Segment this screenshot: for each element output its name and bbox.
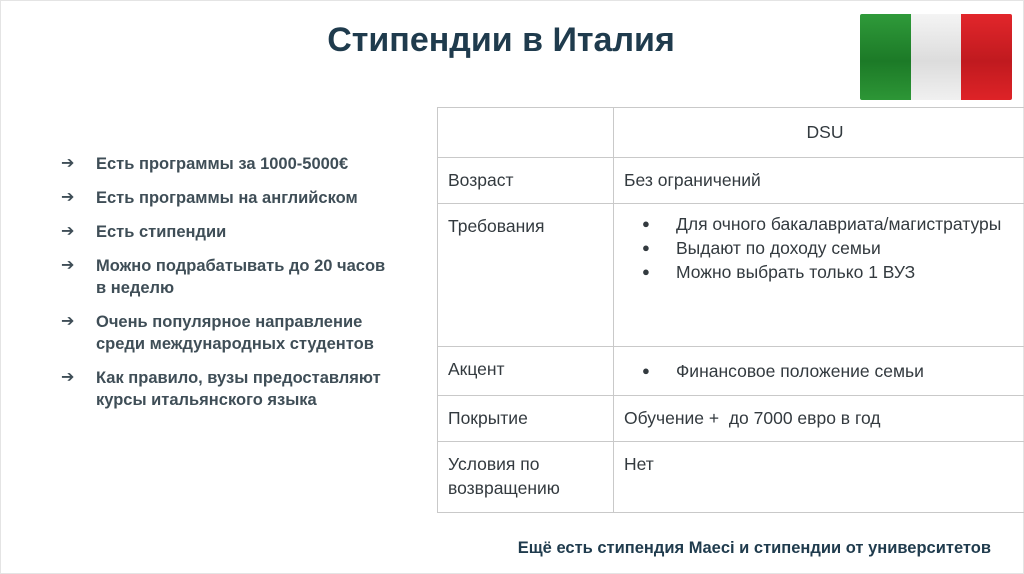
bullet-text: Очень популярное направление среди международных студентов [96,313,374,353]
flag-stripe-red [961,14,1012,100]
table-row [438,158,1024,204]
italy-flag-image [860,14,1012,100]
accent-list [624,359,1024,383]
row-value-requirements [614,204,1024,347]
table-header-empty-cell [438,108,614,158]
page-title: Стипендии в Италия [327,21,675,59]
arrow-icon: ➔ [61,223,75,240]
list-item: ● Можно выбрать только 1 ВУЗ [624,260,1024,284]
row-label-requirements: Требования [438,204,614,347]
footer-note: Ещё есть стипендия Maeci и стипендии от университетов [517,539,991,557]
flag-stripe-green [860,14,911,100]
row-label-coverage: Покрытие [438,396,614,442]
arrow-icon: ➔ [61,369,75,386]
dsu-table [437,107,1024,513]
list-item [61,367,391,411]
row-label-return: Условия по возвращению [438,442,614,513]
row-label-age: Возраст [438,158,614,204]
table-header-dsu: DSU [614,108,1024,158]
table-row [438,204,1024,347]
list-item [61,153,391,175]
bullet-list [61,153,391,423]
table-row [438,347,1024,396]
list-item [61,221,391,243]
bullet-text: Есть программы за 1000-5000€ [96,155,349,173]
list-item: ● Для очного бакалавриата/магистратуры [624,212,1024,236]
table-row [438,442,1024,513]
flag-stripe-white [911,14,962,100]
list-item [61,187,391,209]
row-value-return: Нет [614,442,1024,513]
arrow-icon: ➔ [61,155,75,172]
bullet-text: Есть программы на английском [96,189,358,207]
arrow-icon: ➔ [61,257,75,274]
arrow-icon: ➔ [61,313,75,330]
table-row [438,396,1024,442]
bullet-text: Можно подрабатывать до 20 часов в неделю [96,257,386,297]
arrow-icon: ➔ [61,189,75,206]
list-item [61,311,391,355]
row-value-accent [614,347,1024,396]
row-label-accent: Акцент [438,347,614,396]
row-value-age: Без ограничений [614,158,1024,204]
bullet-text: Есть стипендии [96,223,227,241]
table-header-row [438,108,1024,158]
bullet-text: Как правило, вузы предоставляют курсы итальянского языка [96,369,381,409]
list-item [61,255,391,299]
row-value-coverage: Обучение + до 7000 евро в год [614,396,1024,442]
requirements-list [624,212,1024,284]
list-item: ● Выдают по доходу семьи [624,236,1024,260]
list-item: ● Финансовое положение семьи [624,359,1024,383]
